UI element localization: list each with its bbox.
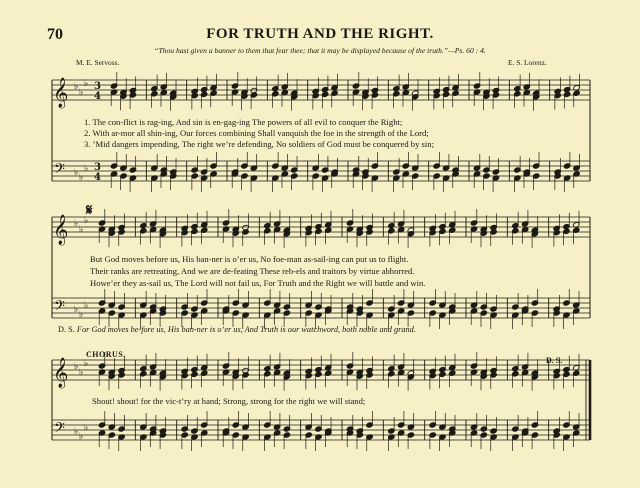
refrain-line-3: Howe’er they as-sail us, The Lord will not fail us, For Truth and the Right we will battle and win.	[90, 278, 426, 288]
flat-sign: ♭	[74, 362, 79, 372]
refrain-line-2: Their ranks are retreating, And we are de-feating These reb-els and traitors by virtue abhorred.	[90, 266, 415, 276]
flat-sign: ♭	[79, 310, 84, 320]
chorus-label: CHORUS.	[86, 350, 126, 359]
flat-sign: ♭	[74, 219, 79, 229]
treble-clef: 𝄞	[53, 358, 69, 388]
flat-sign: ♭	[74, 168, 79, 178]
bass-clef: 𝄢	[54, 161, 65, 181]
ds-label: D. S.	[58, 325, 75, 334]
bass-clef: 𝄢	[54, 298, 65, 318]
flat-sign: ♭	[79, 88, 84, 98]
bass-clef: 𝄢	[54, 420, 65, 440]
time-signature: 4	[94, 172, 101, 183]
flat-sign: ♭	[79, 432, 84, 442]
time-signature: 4	[94, 91, 101, 102]
dal-segno-lyric	[58, 325, 416, 334]
flat-sign: ♭	[84, 164, 89, 174]
flat-sign: ♭	[74, 305, 79, 315]
segno-sign: 𝄋	[86, 201, 93, 219]
flat-sign: ♭	[84, 79, 89, 89]
time-signature: 3	[94, 162, 101, 173]
verse-line-3: 3. ’Mid dangers impending, The right we’re defending, No soldiers of God must be conquered by sin;	[84, 139, 434, 149]
flat-sign: ♭	[84, 301, 89, 311]
flat-sign: ♭	[84, 423, 89, 433]
flat-sign: ♭	[74, 427, 79, 437]
author-credit: M. E. Servoss.	[76, 58, 120, 67]
time-signature: 3	[94, 81, 101, 92]
page-number: 70	[47, 26, 63, 43]
scripture-epigraph: “Thou hast given a banner to them that fear thee; that it may be displayed because of the truth.”—Ps. 60 : 4.	[154, 46, 486, 55]
song-title: FOR TRUTH AND THE RIGHT.	[206, 26, 434, 42]
flat-sign: ♭	[79, 225, 84, 235]
composer-credit: E. S. Lorenz.	[508, 58, 547, 67]
flat-sign: ♭	[84, 216, 89, 226]
verse-line-1: 1. The con-flict is rag-ing, And sin is en-gag-ing The powers of all evil to conquer the Right;	[84, 117, 403, 127]
verse-line-2: 2. With ar-mor all shin-ing, Our forces combining Shall vanquish the foe in the strength of the Lord;	[84, 128, 429, 138]
treble-clef: 𝄞	[53, 78, 69, 108]
ds-mark: D. S.	[546, 356, 563, 365]
chorus-lyric: Shout! shout! for the vic-t’ry at hand; Strong, strong for the right we will stand;	[92, 396, 366, 406]
treble-clef: 𝄞	[53, 215, 69, 245]
flat-sign: ♭	[79, 368, 84, 378]
flat-sign: ♭	[74, 82, 79, 92]
refrain-line-1: But God moves before us, His ban-ner is o’er us, No foe-man as-sail-ing can put us to flight.	[90, 254, 409, 264]
ds-text: For God moves be-fore us, His ban-ner is o’er us, And Truth is our watchword, both noble and grand.	[76, 325, 416, 334]
flat-sign: ♭	[84, 359, 89, 369]
flat-sign: ♭	[79, 173, 84, 183]
